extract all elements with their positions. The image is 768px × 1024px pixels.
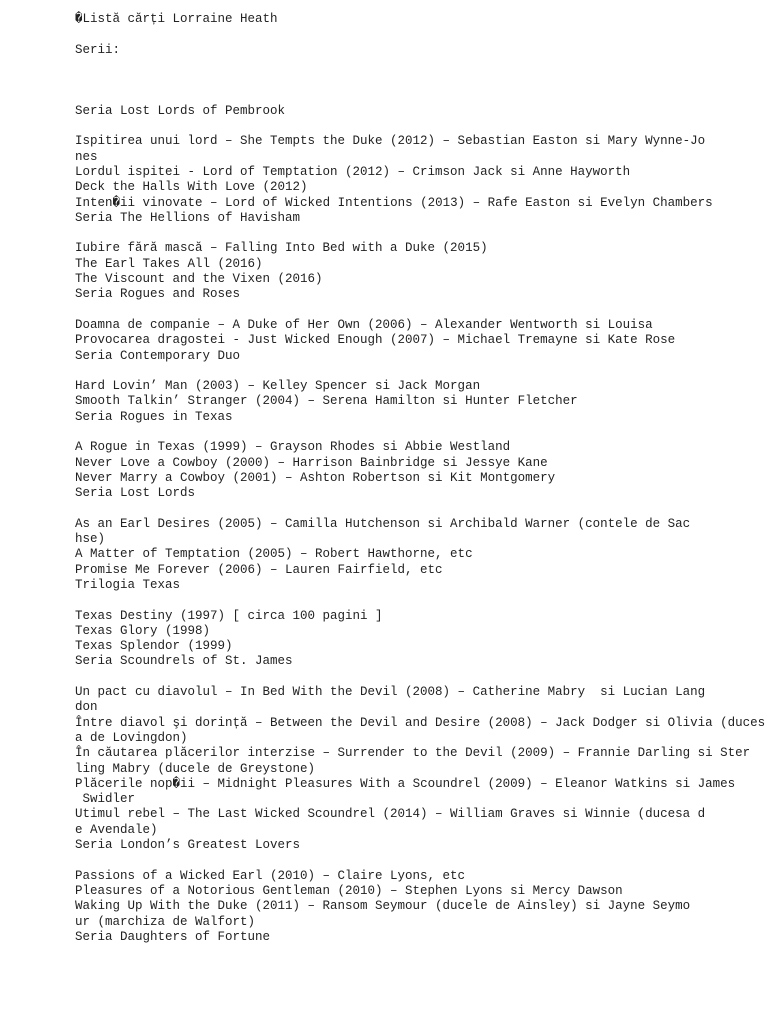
text-line: Iubire fără mască – Falling Into Bed with a Duke (2015) xyxy=(75,241,488,256)
blank-line xyxy=(75,425,765,440)
text-line: Deck the Halls With Love (2012) xyxy=(75,180,308,195)
text-line: Texas Splendor (1999) xyxy=(75,639,233,654)
text-line: Smooth Talkin’ Stranger (2004) – Serena Hamilton si Hunter Fletcher xyxy=(75,394,578,409)
text-line: Seria Rogues in Texas xyxy=(75,409,233,424)
text-line: Hard Lovin’ Man (2003) – Kelley Spencer si Jack Morgan xyxy=(75,379,481,394)
text-line: Un pact cu diavolul – In Bed With the Devil (2008) – Catherine Mabry si Lucian Lang xyxy=(75,685,706,700)
text-line: A Rogue in Texas (1999) – Grayson Rhodes si Abbie Westland xyxy=(75,440,511,455)
text-line: Utimul rebel – The Last Wicked Scoundrel (2014) – William Graves si Winnie (ducesa d xyxy=(75,807,706,822)
text-line: ur (marchiza de Walfort) xyxy=(75,914,256,929)
text-line: Seria London’s Greatest Lovers xyxy=(75,838,301,853)
text-line: hse) xyxy=(75,532,106,547)
text-line: Promise Me Forever (2006) – Lauren Fairfield, etc xyxy=(75,562,443,577)
text-line: Seria Daughters of Fortune xyxy=(75,929,271,944)
text-line: The Viscount and the Vixen (2016) xyxy=(75,272,323,287)
text-line: Între diavol şi dorință – Between the Devil and Desire (2008) – Jack Dodger si Olivia (duces xyxy=(75,715,766,730)
document-page xyxy=(75,12,765,945)
text-line: a de Lovingdon) xyxy=(75,730,188,745)
text-line: A Matter of Temptation (2005) – Robert Hawthorne, etc xyxy=(75,547,473,562)
text-line: Serii: xyxy=(75,42,121,57)
text-line: Seria Rogues and Roses xyxy=(75,287,241,302)
text-line: Never Love a Cowboy (2000) – Harrison Bainbridge si Jessye Kane xyxy=(75,455,548,470)
text-line: don xyxy=(75,700,98,715)
text-line: �Listă cărți Lorraine Heath xyxy=(75,12,278,26)
text-line: Provocarea dragostei - Just Wicked Enough (2007) – Michael Tremayne si Kate Rose xyxy=(75,333,676,348)
text-line: Seria The Hellions of Havisham xyxy=(75,210,301,225)
text-line: Plăcerile nop�ii – Midnight Pleasures With a Scoundrel (2009) – Eleanor Watkins si James xyxy=(75,776,736,791)
text-line: Seria Lost Lords xyxy=(75,486,196,501)
blank-line xyxy=(75,88,765,103)
text-line: Pleasures of a Notorious Gentleman (2010) – Stephen Lyons si Mercy Dawson xyxy=(75,883,623,898)
text-line: ling Mabry (ducele de Greystone) xyxy=(75,761,316,776)
blank-line xyxy=(75,853,765,868)
blank-line xyxy=(75,670,765,685)
text-line: Swidler xyxy=(75,792,136,807)
text-line: Seria Scoundrels of St. James xyxy=(75,654,293,669)
text-line: Seria Lost Lords of Pembrook xyxy=(75,103,286,118)
text-line: Seria Contemporary Duo xyxy=(75,348,241,363)
blank-line xyxy=(75,58,765,73)
blank-line xyxy=(75,27,765,42)
blank-line xyxy=(75,502,765,517)
text-line: Waking Up With the Duke (2011) – Ransom Seymour (ducele de Ainsley) si Jayne Seymo xyxy=(75,899,691,914)
blank-line xyxy=(75,364,765,379)
text-line: Texas Destiny (1997) [ circa 100 pagini ] xyxy=(75,608,383,623)
text-line: Lordul ispitei - Lord of Temptation (2012) – Crimson Jack si Anne Hayworth xyxy=(75,164,631,179)
blank-line xyxy=(75,73,765,88)
text-line: În căutarea plăcerilor interzise – Surrender to the Devil (2009) – Frannie Darling si Ster xyxy=(75,746,751,761)
text-line: Inten�ii vinovate – Lord of Wicked Intentions (2013) – Rafe Easton si Evelyn Chambers xyxy=(75,195,713,210)
text-line: Doamna de companie – A Duke of Her Own (2006) – Alexander Wentworth si Louisa xyxy=(75,317,653,332)
blank-line xyxy=(75,119,765,134)
text-line: Ispitirea unui lord – She Tempts the Duke (2012) – Sebastian Easton si Mary Wynne-Jo xyxy=(75,134,706,149)
text-line: Never Marry a Cowboy (2001) – Ashton Robertson si Kit Montgomery xyxy=(75,470,556,485)
blank-line xyxy=(75,303,765,318)
text-line: Passions of a Wicked Earl (2010) – Claire Lyons, etc xyxy=(75,868,466,883)
text-line: The Earl Takes All (2016) xyxy=(75,256,263,271)
text-line: e Avendale) xyxy=(75,822,158,837)
blank-line xyxy=(75,593,765,608)
text-line: As an Earl Desires (2005) – Camilla Hutchenson si Archibald Warner (contele de Sac xyxy=(75,516,691,531)
text-line: nes xyxy=(75,149,98,164)
text-line: Trilogia Texas xyxy=(75,577,181,592)
blank-line xyxy=(75,226,765,241)
text-line: Texas Glory (1998) xyxy=(75,623,211,638)
